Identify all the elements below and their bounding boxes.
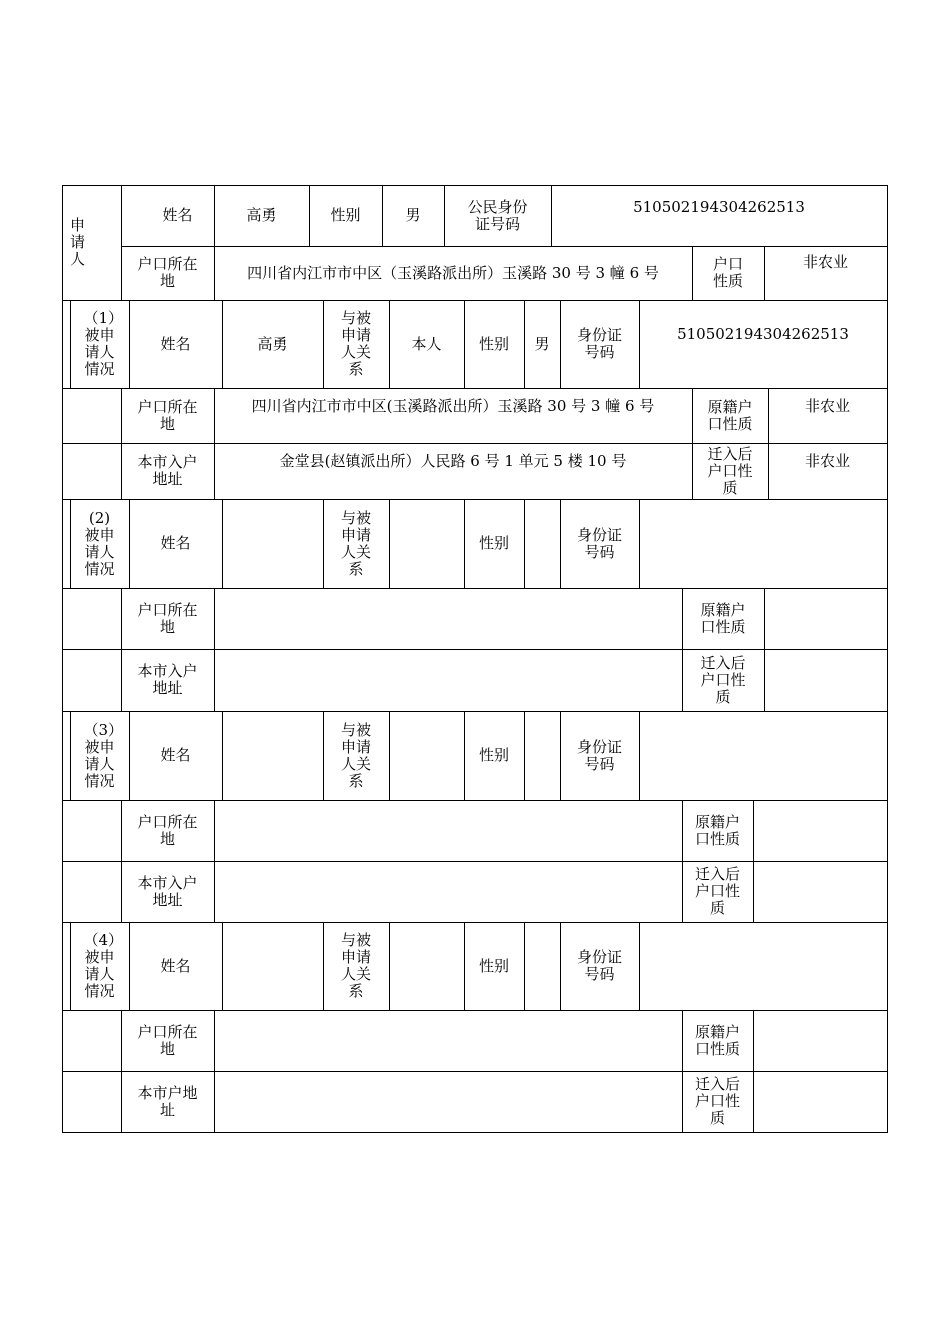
hukou-label: 户口所在地 [137,397,198,433]
relation-label: 与被申请人关系 [340,931,371,1000]
address-label: 本市入户地址 [137,662,198,697]
name-value: 高勇 [257,334,288,353]
hukou-label: 户口所在地 [137,600,198,636]
hukou-label: 户口所在地 [137,1022,198,1058]
address-label: 本市入户地址 [137,453,198,488]
gender-label: 性别 [478,746,509,764]
hukou-label: 户口所在地 [137,812,198,848]
relation-field[interactable] [389,499,464,588]
orig-nature-label: 原籍户口性质 [707,397,753,433]
name-label: 姓名 [160,334,191,353]
new-nature-label: 迁入后户口性质 [694,1075,740,1127]
name-label: 姓名 [162,206,193,224]
gender-label: 性别 [478,334,509,353]
gender-value: 男 [534,334,550,353]
relation-label: 与被申请人关系 [340,309,371,378]
hukou-value: 四川省内江市市中区(玉溪路派出所）玉溪路 30 号 3 幢 6 号 [251,397,655,415]
address-field[interactable] [214,649,682,711]
address-label: 本市户地址 [137,1083,198,1119]
orig-nature-field[interactable] [753,800,887,861]
new-nature-label: 迁入后户口性质 [700,653,746,706]
new-nature-value: 非农业 [804,452,850,470]
id-value: 510502194304262513 [633,198,805,216]
new-nature-field[interactable] [764,649,887,711]
id-label: 身份证号码 [576,948,622,983]
nature-label: 户口性质 [712,255,743,290]
new-nature-label: 迁入后户口性质 [707,444,753,497]
id-label: 公民身份证号码 [467,197,528,233]
name-field[interactable] [222,499,323,588]
id-label: 身份证号码 [576,326,622,361]
name-label: 姓名 [160,534,191,552]
gender-label: 性别 [478,956,509,975]
gender-value: 男 [405,206,421,224]
hukou-value: 四川省内江市市中区（玉溪路派出所）玉溪路 30 号 3 幢 6 号 [247,263,659,282]
applicant-side-label: 申 请 人 [70,216,86,268]
orig-nature-field[interactable] [764,588,887,649]
gender-label: 性别 [478,534,509,552]
name-value: 高勇 [246,206,277,224]
id-field[interactable] [639,922,887,1010]
section-label: （3）被申请人情况 [83,720,116,790]
name-field[interactable] [222,711,323,800]
id-field[interactable] [639,711,887,800]
relation-field[interactable] [389,922,464,1010]
relation-value: 本人 [411,334,442,353]
gender-field[interactable] [524,922,560,1010]
id-field[interactable] [639,499,887,588]
gender-label: 性别 [330,206,361,224]
orig-nature-label: 原籍户口性质 [700,600,746,636]
id-label: 身份证号码 [576,737,622,773]
nature-value: 非农业 [802,253,848,271]
id-label: 身份证号码 [576,525,622,561]
orig-nature-label: 原籍户口性质 [694,812,740,848]
new-nature-field[interactable] [753,1071,887,1132]
address-value: 金堂县(赵镇派出所）人民路 6 号 1 单元 5 楼 10 号 [279,452,627,470]
hukou-field[interactable] [214,1010,682,1071]
new-nature-field[interactable] [753,861,887,922]
section-label: (2)被申请人情况 [84,508,115,578]
address-field[interactable] [214,861,682,922]
orig-nature-field[interactable] [753,1010,887,1071]
hukou-label: 户口所在地 [137,255,198,290]
orig-nature-label: 原籍户口性质 [694,1022,740,1058]
name-label: 姓名 [160,746,191,764]
id-value: 510502194304262513 [677,325,849,343]
orig-nature-value: 非农业 [804,397,850,415]
relation-label: 与被申请人关系 [340,720,371,790]
address-field[interactable] [214,1071,682,1132]
hukou-field[interactable] [214,800,682,861]
relation-label: 与被申请人关系 [340,508,371,578]
section-label: （4）被申请人情况 [83,931,116,1000]
hukou-field[interactable] [214,588,682,649]
name-label: 姓名 [160,956,191,975]
address-label: 本市入户地址 [137,873,198,909]
new-nature-label: 迁入后户口性质 [694,865,740,917]
section-label: （1）被申请人情况 [83,309,116,378]
gender-field[interactable] [524,711,560,800]
gender-field[interactable] [524,499,560,588]
name-field[interactable] [222,922,323,1010]
relation-field[interactable] [389,711,464,800]
